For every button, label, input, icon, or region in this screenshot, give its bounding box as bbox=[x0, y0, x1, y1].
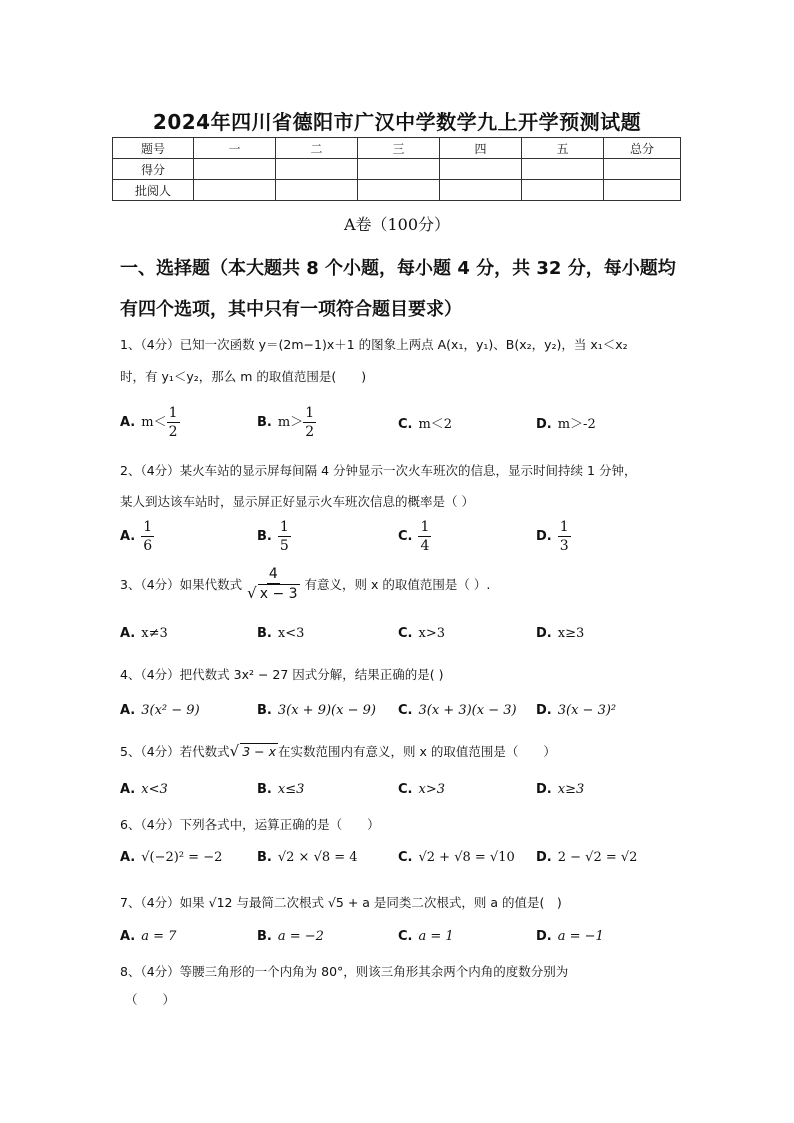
fraction bbox=[245, 565, 301, 603]
option-label: C. bbox=[398, 782, 413, 797]
radicand: 3 − x bbox=[242, 744, 276, 759]
numerator: 4 bbox=[268, 566, 278, 582]
radical-sign-icon: √ bbox=[247, 584, 257, 602]
option-text: 3(x² − 9) bbox=[141, 703, 200, 718]
q6-option-a[interactable] bbox=[120, 850, 222, 865]
denominator: 3 bbox=[559, 538, 569, 554]
option-text: a = −2 bbox=[277, 929, 324, 944]
q6-option-d[interactable] bbox=[536, 850, 637, 865]
numerator: 1 bbox=[305, 405, 315, 421]
table-cell[interactable] bbox=[522, 180, 604, 201]
question-6-stem: 6、（4分）下列各式中，运算正确的是（ ） bbox=[120, 817, 380, 832]
q4-option-b[interactable] bbox=[257, 703, 376, 718]
option-label: A. bbox=[120, 703, 136, 718]
option-text: x≥3 bbox=[557, 782, 585, 797]
q4-option-d[interactable] bbox=[536, 703, 616, 718]
table-cell[interactable] bbox=[194, 159, 276, 180]
q1-option-c[interactable] bbox=[398, 413, 452, 432]
score-table-row bbox=[113, 180, 681, 201]
option-label: B. bbox=[257, 626, 272, 641]
table-cell: 二 bbox=[276, 138, 358, 159]
q2-option-d[interactable] bbox=[536, 518, 571, 555]
table-cell: 题号 bbox=[113, 138, 194, 159]
table-cell[interactable] bbox=[440, 159, 522, 180]
table-cell: 一 bbox=[194, 138, 276, 159]
option-label: B. bbox=[257, 850, 272, 865]
denominator: 6 bbox=[143, 538, 153, 554]
fraction bbox=[558, 518, 571, 555]
option-text: x>3 bbox=[418, 782, 445, 797]
radicand: x − 3 bbox=[259, 586, 298, 602]
q7-option-b[interactable] bbox=[257, 929, 324, 944]
option-text: a = 7 bbox=[141, 929, 177, 944]
q1-option-b[interactable] bbox=[257, 404, 316, 441]
option-label: C. bbox=[398, 417, 413, 432]
table-cell: 得分 bbox=[113, 159, 194, 180]
option-text: 2 − √2 = √2 bbox=[557, 850, 638, 865]
fraction bbox=[303, 404, 316, 441]
denominator bbox=[245, 584, 301, 603]
question-1-stem-cont: 时，有 y₁＜y₂，那么 m 的取值范围是( ) bbox=[120, 369, 367, 384]
table-cell[interactable] bbox=[276, 159, 358, 180]
option-text: x>3 bbox=[418, 626, 445, 641]
score-table-header bbox=[113, 138, 681, 159]
q3-option-a[interactable] bbox=[120, 626, 168, 641]
option-text: a = −1 bbox=[557, 929, 604, 944]
radical-sign-icon: √ bbox=[229, 742, 240, 760]
q6-option-b[interactable] bbox=[257, 850, 358, 865]
q5-option-b[interactable] bbox=[257, 782, 304, 797]
option-label: D. bbox=[536, 529, 552, 544]
table-cell[interactable] bbox=[358, 180, 440, 201]
q7-option-c[interactable] bbox=[398, 929, 454, 944]
option-text: √2 + √8 = √10 bbox=[418, 850, 515, 865]
option-text: x≠3 bbox=[141, 626, 168, 641]
option-text: 3(x − 3)² bbox=[557, 703, 617, 718]
option-text: 3(x + 3)(x − 3) bbox=[418, 703, 517, 718]
option-label: C. bbox=[398, 626, 413, 641]
option-text: m＜ bbox=[141, 415, 167, 430]
option-label: A. bbox=[120, 415, 136, 430]
option-label: D. bbox=[536, 929, 552, 944]
page-title: 2024年四川省德阳市广汉中学数学九上开学预测试题 bbox=[152, 110, 642, 134]
table-cell: 五 bbox=[522, 138, 604, 159]
q2-option-a[interactable] bbox=[120, 518, 154, 555]
denominator: 4 bbox=[420, 538, 430, 554]
section-heading: 一、选择题（本大题共 8 个小题，每小题 4 分，共 32 分，每小题均 bbox=[120, 258, 676, 279]
option-text: x≤3 bbox=[277, 782, 305, 797]
q5-option-d[interactable] bbox=[536, 782, 584, 797]
section-heading-cont: 有四个选项，其中只有一项符合题目要求） bbox=[120, 299, 462, 320]
fraction bbox=[418, 518, 431, 555]
question-1-stem: 1、（4分）已知一次函数 y＝(2m−1)x＋1 的图象上两点 A(x₁，y₁)、B(x₂，y₂)，当 x₁＜x₂ bbox=[120, 337, 628, 352]
stem-text: 3、（4分）如果代数式 bbox=[120, 577, 243, 592]
denominator: 2 bbox=[305, 424, 315, 440]
denominator: 2 bbox=[168, 424, 178, 440]
fraction bbox=[278, 518, 291, 555]
stem-text: 在实数范围内有意义，则 x 的取值范围是（ ） bbox=[278, 744, 556, 759]
question-5-stem bbox=[120, 742, 556, 760]
option-label: B. bbox=[257, 529, 272, 544]
option-label: D. bbox=[536, 850, 552, 865]
volume-heading: A卷（100分） bbox=[343, 215, 451, 234]
q5-option-a[interactable] bbox=[120, 782, 168, 797]
question-4-stem: 4、（4分）把代数式 3x² − 27 因式分解，结果正确的是( ) bbox=[120, 667, 444, 682]
question-2-stem-cont: 某人到达该车站时，显示屏正好显示火车班次信息的概率是（ ） bbox=[120, 494, 474, 509]
option-label: A. bbox=[120, 850, 136, 865]
stem-text: 有意义，则 x 的取值范围是（ ）. bbox=[304, 577, 491, 592]
table-cell[interactable] bbox=[604, 180, 681, 201]
option-label: C. bbox=[398, 929, 413, 944]
option-text: x<3 bbox=[141, 782, 168, 797]
table-cell: 总分 bbox=[604, 138, 681, 159]
numerator: 1 bbox=[559, 519, 569, 535]
stem-text: 5、（4分）若代数式 bbox=[120, 744, 230, 759]
score-table-row bbox=[113, 159, 681, 180]
option-label: A. bbox=[120, 529, 136, 544]
option-label: D. bbox=[536, 417, 552, 432]
table-cell: 批阅人 bbox=[113, 180, 194, 201]
question-8-stem: 8、（4分）等腰三角形的一个内角为 80°，则该三角形其余两个内角的度数分别为 bbox=[120, 964, 569, 979]
option-label: D. bbox=[536, 703, 552, 718]
option-label: B. bbox=[257, 415, 272, 430]
q4-option-a[interactable] bbox=[120, 703, 200, 718]
option-text: √(−2)² = −2 bbox=[141, 850, 223, 865]
table-cell: 四 bbox=[440, 138, 522, 159]
table-cell[interactable] bbox=[440, 180, 522, 201]
table-cell[interactable] bbox=[522, 159, 604, 180]
option-text: m＞ bbox=[277, 415, 304, 430]
q3-option-b[interactable] bbox=[257, 626, 304, 641]
q3-option-d[interactable] bbox=[536, 626, 584, 641]
option-label: B. bbox=[257, 703, 272, 718]
question-3-stem bbox=[120, 565, 490, 603]
option-label: A. bbox=[120, 626, 136, 641]
fraction bbox=[167, 404, 180, 441]
q4-option-c[interactable] bbox=[398, 703, 517, 718]
table-cell[interactable] bbox=[276, 180, 358, 201]
numerator: 1 bbox=[279, 519, 289, 535]
option-text: m＜2 bbox=[418, 417, 453, 432]
table-cell[interactable] bbox=[358, 159, 440, 180]
option-label: D. bbox=[536, 782, 552, 797]
option-label: A. bbox=[120, 929, 136, 944]
numerator: 1 bbox=[168, 405, 178, 421]
option-text: √2 × √8 = 4 bbox=[277, 850, 358, 865]
q2-option-b[interactable] bbox=[257, 518, 291, 555]
option-text: x≥3 bbox=[557, 626, 585, 641]
score-table bbox=[112, 137, 681, 201]
q1-option-d[interactable] bbox=[536, 413, 596, 432]
denominator: 5 bbox=[279, 538, 289, 554]
numerator: 1 bbox=[420, 519, 430, 535]
option-label: A. bbox=[120, 782, 136, 797]
q7-option-d[interactable] bbox=[536, 929, 604, 944]
numerator: 1 bbox=[143, 519, 153, 535]
option-label: D. bbox=[536, 626, 552, 641]
q3-option-c[interactable] bbox=[398, 626, 445, 641]
option-label: C. bbox=[398, 850, 413, 865]
q7-option-a[interactable] bbox=[120, 929, 176, 944]
q2-option-c[interactable] bbox=[398, 518, 431, 555]
option-label: C. bbox=[398, 703, 413, 718]
q1-option-a[interactable] bbox=[120, 404, 180, 441]
table-cell[interactable] bbox=[604, 159, 681, 180]
option-label: B. bbox=[257, 782, 272, 797]
option-text: m＞-2 bbox=[557, 417, 596, 432]
question-8-stem-cont: （ ） bbox=[125, 992, 176, 1007]
fraction bbox=[141, 518, 154, 555]
q6-option-c[interactable] bbox=[398, 850, 515, 865]
option-label: B. bbox=[257, 929, 272, 944]
question-2-stem: 2、（4分）某火车站的显示屏每间隔 4 分钟显示一次火车班次的信息，显示时间持续 1 分钟， bbox=[120, 463, 637, 478]
option-text: x<3 bbox=[277, 626, 305, 641]
q5-option-c[interactable] bbox=[398, 782, 445, 797]
table-cell[interactable] bbox=[194, 180, 276, 201]
option-text: 3(x + 9)(x − 9) bbox=[277, 703, 376, 718]
option-text: a = 1 bbox=[418, 929, 454, 944]
question-7-stem: 7、（4分）如果 √12 与最简二次根式 √5 + a 是同类二次根式，则 a 的值是( ) bbox=[120, 895, 562, 910]
table-cell: 三 bbox=[358, 138, 440, 159]
option-label: C. bbox=[398, 529, 413, 544]
